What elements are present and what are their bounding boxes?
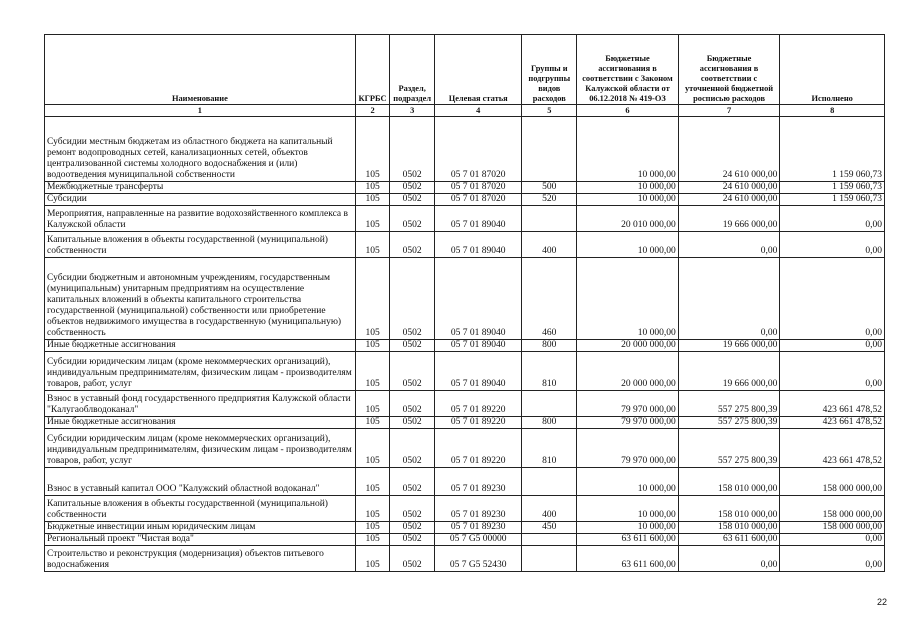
row-executed: 423 661 478,52 [780, 417, 885, 429]
row-kgrbs: 105 [355, 117, 390, 182]
row-name: Капитальные вложения в объекты государственной (муниципальной) собственности [45, 232, 356, 258]
table-row [45, 206, 885, 232]
row-section: 0502 [390, 352, 435, 391]
row-target-article: 05 7 01 89220 [435, 391, 522, 417]
row-law-allocation: 10 000,00 [577, 522, 679, 534]
row-kgrbs: 105 [355, 468, 390, 496]
row-expense-group [522, 391, 577, 417]
row-expense-group [522, 546, 577, 572]
header-law-allocation: Бюджетные ассигнования в соответствии с Законом Калужской области от 06.12.2018 № 419-ОЗ [577, 35, 679, 105]
table-row [45, 429, 885, 468]
row-refined-allocation: 557 275 800,39 [678, 429, 780, 468]
table-row [45, 534, 885, 546]
column-number: 2 [355, 105, 390, 117]
row-law-allocation: 79 970 000,00 [577, 429, 679, 468]
row-name: Бюджетные инвестиции иным юридическим лицам [45, 522, 356, 534]
row-target-article: 05 7 01 89230 [435, 468, 522, 496]
row-law-allocation: 20 000 000,00 [577, 352, 679, 391]
column-number: 8 [780, 105, 885, 117]
row-expense-group: 520 [522, 194, 577, 206]
row-executed: 158 000 000,00 [780, 496, 885, 522]
table-row [45, 546, 885, 572]
row-executed: 423 661 478,52 [780, 391, 885, 417]
row-name: Региональный проект "Чистая вода" [45, 534, 356, 546]
column-number: 5 [522, 105, 577, 117]
column-number: 3 [390, 105, 435, 117]
row-section: 0502 [390, 468, 435, 496]
row-expense-group: 450 [522, 522, 577, 534]
row-expense-group: 810 [522, 429, 577, 468]
row-executed: 0,00 [780, 546, 885, 572]
row-law-allocation: 63 611 600,00 [577, 534, 679, 546]
row-kgrbs: 105 [355, 232, 390, 258]
header-row [45, 35, 885, 105]
row-executed: 0,00 [780, 258, 885, 340]
row-refined-allocation: 19 666 000,00 [678, 352, 780, 391]
row-law-allocation: 20 010 000,00 [577, 206, 679, 232]
row-refined-allocation: 24 610 000,00 [678, 182, 780, 194]
row-refined-allocation: 158 010 000,00 [678, 468, 780, 496]
table-row [45, 496, 885, 522]
row-refined-allocation: 0,00 [678, 546, 780, 572]
row-law-allocation: 10 000,00 [577, 182, 679, 194]
row-section: 0502 [390, 117, 435, 182]
row-section: 0502 [390, 546, 435, 572]
row-kgrbs: 105 [355, 352, 390, 391]
row-expense-group: 800 [522, 417, 577, 429]
row-kgrbs: 105 [355, 496, 390, 522]
row-target-article: 05 7 01 87020 [435, 194, 522, 206]
row-section: 0502 [390, 194, 435, 206]
column-number-row [45, 105, 885, 117]
row-target-article: 05 7 01 89220 [435, 417, 522, 429]
column-number: 4 [435, 105, 522, 117]
row-section: 0502 [390, 429, 435, 468]
column-number: 7 [678, 105, 780, 117]
row-law-allocation: 79 970 000,00 [577, 417, 679, 429]
row-law-allocation: 10 000,00 [577, 258, 679, 340]
table-row [45, 340, 885, 352]
page-number: 22 [876, 597, 887, 607]
table-row [45, 117, 885, 182]
row-expense-group [522, 534, 577, 546]
row-target-article: 05 7 G5 52430 [435, 546, 522, 572]
row-section: 0502 [390, 534, 435, 546]
row-law-allocation: 20 000 000,00 [577, 340, 679, 352]
row-executed: 1 159 060,73 [780, 182, 885, 194]
row-law-allocation: 10 000,00 [577, 468, 679, 496]
row-refined-allocation: 0,00 [678, 232, 780, 258]
row-name: Иные бюджетные ассигнования [45, 417, 356, 429]
row-expense-group: 810 [522, 352, 577, 391]
row-target-article: 05 7 01 89040 [435, 258, 522, 340]
row-name: Субсидии бюджетным и автономным учреждениям, государственным (муниципальным) унитарным предприятиям на осуществление капитальных вложений в объекты капитального строительства государственной (муниципальной) собственности или приобретение объектов недвижимого имущества в государственную (муниципальную) собственность [45, 258, 356, 340]
row-section: 0502 [390, 340, 435, 352]
table-row [45, 232, 885, 258]
row-target-article: 05 7 01 87020 [435, 117, 522, 182]
row-target-article: 05 7 01 87020 [435, 182, 522, 194]
row-kgrbs: 105 [355, 391, 390, 417]
row-section: 0502 [390, 391, 435, 417]
row-executed: 158 000 000,00 [780, 468, 885, 496]
row-target-article: 05 7 01 89230 [435, 522, 522, 534]
row-expense-group: 500 [522, 182, 577, 194]
row-kgrbs: 105 [355, 206, 390, 232]
row-expense-group: 800 [522, 340, 577, 352]
row-kgrbs: 105 [355, 340, 390, 352]
row-executed: 0,00 [780, 232, 885, 258]
row-refined-allocation: 0,00 [678, 258, 780, 340]
table-row [45, 417, 885, 429]
row-section: 0502 [390, 496, 435, 522]
row-law-allocation: 10 000,00 [577, 496, 679, 522]
row-refined-allocation: 557 275 800,39 [678, 417, 780, 429]
row-section: 0502 [390, 522, 435, 534]
table-row [45, 468, 885, 496]
row-kgrbs: 105 [355, 429, 390, 468]
header-kgrbs: КГРБС [355, 35, 390, 105]
header-target-article: Целевая статья [435, 35, 522, 105]
table-row [45, 182, 885, 194]
row-executed: 0,00 [780, 340, 885, 352]
row-name: Мероприятия, направленные на развитие водохозяйственного комплекса в Калужской области [45, 206, 356, 232]
row-kgrbs: 105 [355, 522, 390, 534]
row-expense-group [522, 117, 577, 182]
row-name: Субсидии юридическим лицам (кроме некоммерческих организаций), индивидуальным предпринимателям, физическим лицам - производителям товаров, работ, услуг [45, 352, 356, 391]
row-name: Субсидии [45, 194, 356, 206]
table-row [45, 258, 885, 340]
header-refined-allocation: Бюджетные ассигнования в соответствии с уточненной бюджетной росписью расходов [678, 35, 780, 105]
row-name: Строительство и реконструкция (модернизация) объектов питьевого водоснабжения [45, 546, 356, 572]
header-expense-group: Группы и подгруппы видов расходов [522, 35, 577, 105]
header-executed: Исполнено [780, 35, 885, 105]
row-section: 0502 [390, 258, 435, 340]
row-target-article: 05 7 01 89040 [435, 232, 522, 258]
row-kgrbs: 105 [355, 417, 390, 429]
row-law-allocation: 10 000,00 [577, 194, 679, 206]
row-target-article: 05 7 G5 00000 [435, 534, 522, 546]
row-executed: 0,00 [780, 534, 885, 546]
row-kgrbs: 105 [355, 258, 390, 340]
row-name: Субсидии юридическим лицам (кроме некоммерческих организаций), индивидуальным предпринимателям, физическим лицам - производителям товаров, работ, услуг [45, 429, 356, 468]
row-refined-allocation: 63 611 600,00 [678, 534, 780, 546]
budget-table [44, 34, 885, 572]
row-expense-group: 400 [522, 232, 577, 258]
row-executed: 0,00 [780, 352, 885, 391]
row-target-article: 05 7 01 89220 [435, 429, 522, 468]
row-executed: 1 159 060,73 [780, 117, 885, 182]
row-kgrbs: 105 [355, 182, 390, 194]
row-expense-group: 460 [522, 258, 577, 340]
row-law-allocation: 79 970 000,00 [577, 391, 679, 417]
row-kgrbs: 105 [355, 546, 390, 572]
row-name: Субсидии местным бюджетам из областного бюджета на капитальный ремонт водопроводных сетей, канализационных сетей, объектов централизованной системы холодного водоснабжения и (или) водоотведения муниципальной собственности [45, 117, 356, 182]
row-name: Взнос в уставный фонд государственного предприятия Калужской области "Калугаоблводоканал" [45, 391, 356, 417]
row-refined-allocation: 24 610 000,00 [678, 194, 780, 206]
row-refined-allocation: 24 610 000,00 [678, 117, 780, 182]
row-executed: 423 661 478,52 [780, 429, 885, 468]
row-target-article: 05 7 01 89040 [435, 206, 522, 232]
row-section: 0502 [390, 417, 435, 429]
row-expense-group [522, 468, 577, 496]
table-body [45, 117, 885, 572]
row-name: Капитальные вложения в объекты государственной (муниципальной) собственности [45, 496, 356, 522]
row-section: 0502 [390, 206, 435, 232]
row-refined-allocation: 19 666 000,00 [678, 206, 780, 232]
row-executed: 158 000 000,00 [780, 522, 885, 534]
row-law-allocation: 63 611 600,00 [577, 546, 679, 572]
column-number: 6 [577, 105, 679, 117]
table-row [45, 522, 885, 534]
row-refined-allocation: 19 666 000,00 [678, 340, 780, 352]
row-target-article: 05 7 01 89040 [435, 340, 522, 352]
row-expense-group [522, 206, 577, 232]
row-name: Иные бюджетные ассигнования [45, 340, 356, 352]
row-law-allocation: 10 000,00 [577, 232, 679, 258]
row-section: 0502 [390, 182, 435, 194]
row-law-allocation: 10 000,00 [577, 117, 679, 182]
row-refined-allocation: 557 275 800,39 [678, 391, 780, 417]
row-section: 0502 [390, 232, 435, 258]
column-number: 1 [45, 105, 356, 117]
header-name: Наименование [45, 35, 356, 105]
row-refined-allocation: 158 010 000,00 [678, 522, 780, 534]
row-kgrbs: 105 [355, 194, 390, 206]
header-section: Раздел, подраздел [390, 35, 435, 105]
table-header [45, 35, 885, 117]
row-refined-allocation: 158 010 000,00 [678, 496, 780, 522]
row-target-article: 05 7 01 89040 [435, 352, 522, 391]
row-expense-group: 400 [522, 496, 577, 522]
row-executed: 1 159 060,73 [780, 194, 885, 206]
row-executed: 0,00 [780, 206, 885, 232]
row-kgrbs: 105 [355, 534, 390, 546]
table-row [45, 391, 885, 417]
row-name: Взнос в уставный капитал ООО "Калужский областной водоканал" [45, 468, 356, 496]
row-name: Межбюджетные трансферты [45, 182, 356, 194]
table-row [45, 352, 885, 391]
row-target-article: 05 7 01 89230 [435, 496, 522, 522]
table-row [45, 194, 885, 206]
